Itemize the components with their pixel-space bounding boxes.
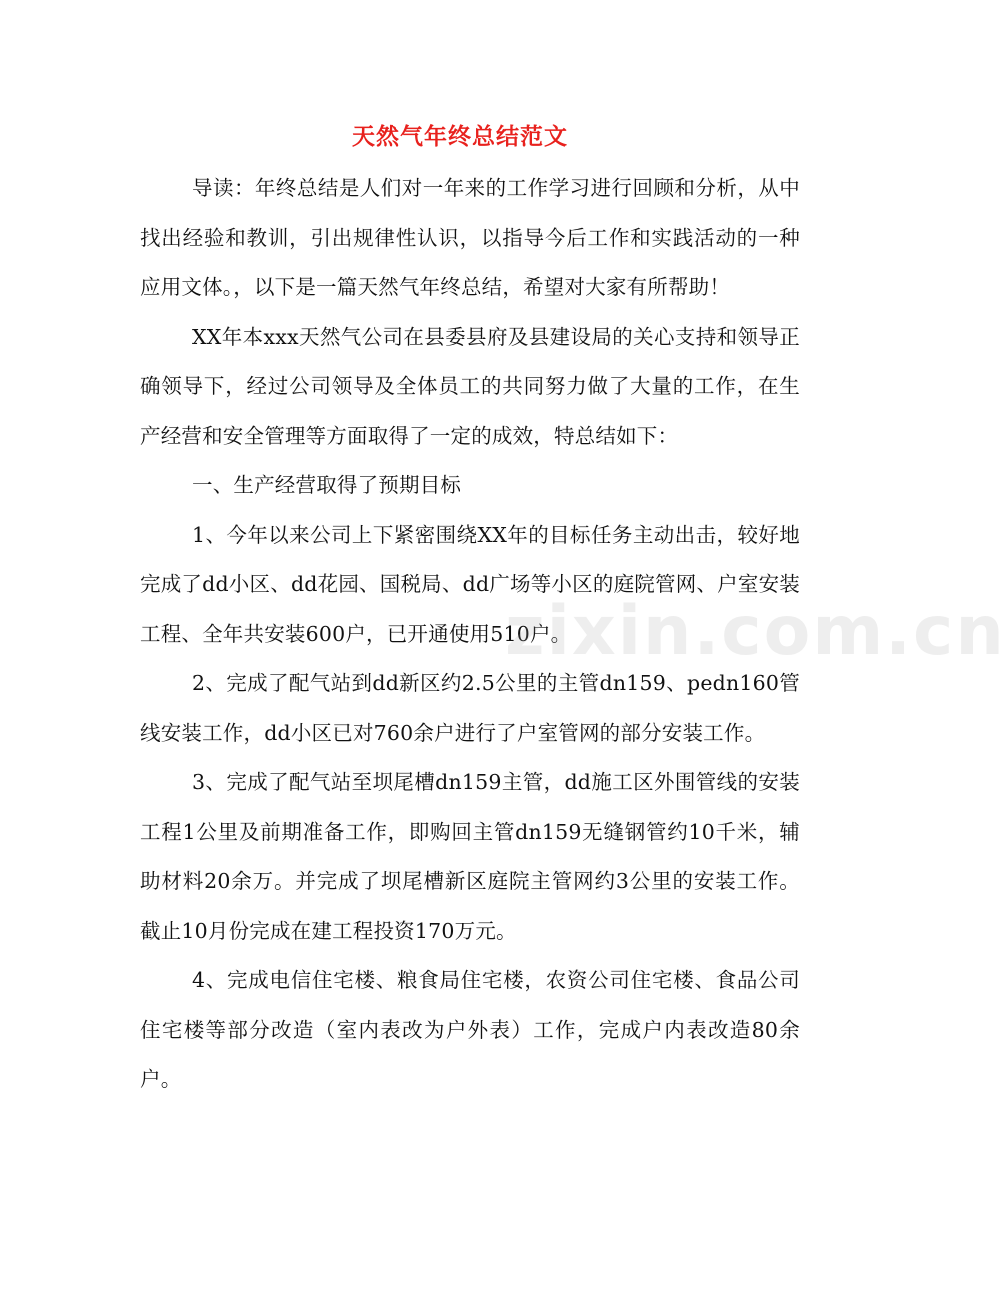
paragraph-overview: XX年本xxx天然气公司在县委县府及县建设局的关心支持和领导正确领导下，经过公司领导及全体员工的共同努力做了大量的工作，在生产经营和安全管理等方面取得了一定的成效，特总结如下： (140, 324, 800, 448)
section-heading-production: 一、生产经营取得了预期目标 (192, 473, 462, 497)
document-title: 天然气年终总结范文 (352, 123, 568, 150)
paragraph-item-1: 1、今年以来公司上下紧密围绕XX年的目标任务主动出击，较好地完成了dd小区、dd花园、国税局、dd广场等小区的庭院管网、户室安装工程、全年共安装600户，已开通使用510户。 (140, 522, 800, 646)
paragraph-item-3: 3、完成了配气站至坝尾槽dn159主管，dd施工区外围管线的安装工程1公里及前期准备工作，即购回主管dn159无缝钢管约10千米，辅助材料20余万。并完成了坝尾槽新区庭院主管网约3公里的安装工作。截止10月份完成在建工程投资170万元。 (140, 770, 800, 943)
paragraph-item-4: 4、完成电信住宅楼、粮食局住宅楼，农资公司住宅楼、食品公司住宅楼等部分改造（室内表改为户外表）工作，完成户内表改造80余户。 (140, 968, 800, 1091)
paragraph-intro: 导读：年终总结是人们对一年来的工作学习进行回顾和分析，从中找出经验和教训，引出规律性认识，以指导今后工作和实践活动的一种应用文体。，以下是一篇天然气年终总结，希望对大家有所帮助！ (140, 176, 800, 299)
paragraph-item-2: 2、完成了配气站到dd新区约2.5公里的主管dn159、pedn160管线安装工作，dd小区已对760余户进行了户室管网的部分安装工作。 (140, 671, 800, 745)
document-body (140, 164, 800, 1105)
watermark: zixin.com.cn (505, 592, 1006, 671)
